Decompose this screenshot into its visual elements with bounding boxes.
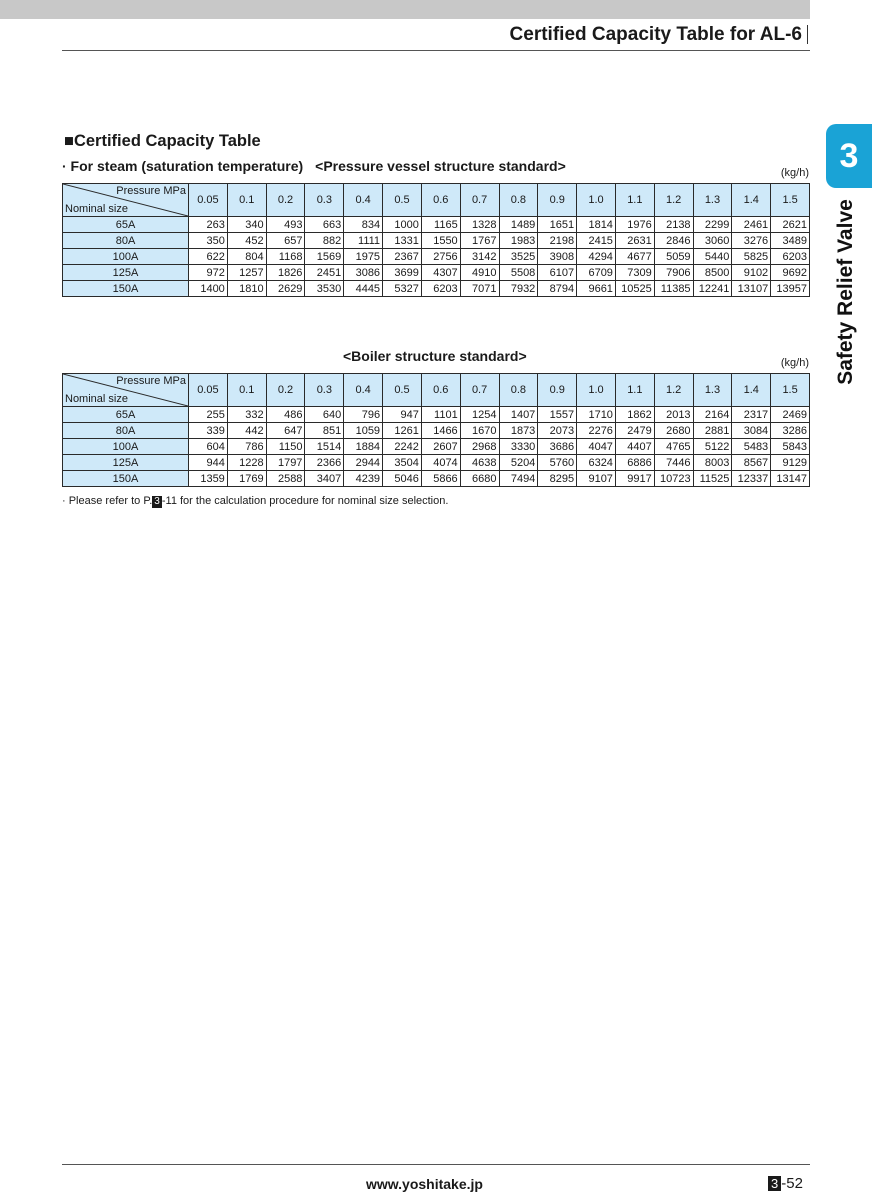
capacity-value-cell: 2680 (654, 423, 693, 439)
capacity-value-cell: 1150 (266, 439, 305, 455)
nominal-size-cell: 100A (63, 439, 189, 455)
note-after: -11 for the calculation procedure for nominal size selection. (161, 495, 449, 507)
capacity-value-cell: 452 (227, 233, 266, 249)
table-header-row (63, 374, 810, 407)
header-divider (807, 25, 808, 44)
capacity-value-cell: 2299 (693, 217, 732, 233)
capacity-value-cell: 1400 (189, 281, 228, 297)
capacity-value-cell: 7446 (654, 455, 693, 471)
capacity-value-cell: 1059 (344, 423, 383, 439)
capacity-value-cell: 1797 (266, 455, 305, 471)
capacity-value-cell: 5508 (499, 265, 538, 281)
capacity-value-cell: 6324 (577, 455, 616, 471)
capacity-value-cell: 6709 (577, 265, 616, 281)
capacity-value-cell: 1862 (615, 407, 654, 423)
capacity-value-cell: 647 (266, 423, 305, 439)
capacity-value-cell: 1557 (538, 407, 577, 423)
capacity-value-cell: 1873 (499, 423, 538, 439)
capacity-value-cell: 13107 (732, 281, 771, 297)
capacity-value-cell: 1111 (344, 233, 383, 249)
capacity-value-cell: 1975 (344, 249, 383, 265)
pressure-header-cell: 1.3 (693, 184, 732, 217)
capacity-value-cell: 442 (227, 423, 266, 439)
pressure-header-cell: 0.4 (344, 374, 383, 407)
capacity-value-cell: 8567 (732, 455, 771, 471)
capacity-value-cell: 944 (189, 455, 228, 471)
capacity-value-cell: 2198 (538, 233, 577, 249)
nominal-size-cell: 65A (63, 407, 189, 423)
capacity-value-cell: 5327 (383, 281, 422, 297)
capacity-value-cell: 486 (266, 407, 305, 423)
capacity-value-cell: 7906 (654, 265, 693, 281)
capacity-value-cell: 3530 (305, 281, 344, 297)
pressure-header-cell: 1.5 (771, 374, 810, 407)
table-row (63, 439, 810, 455)
capacity-value-cell: 4445 (344, 281, 383, 297)
capacity-value-cell: 8003 (693, 455, 732, 471)
capacity-value-cell: 9102 (732, 265, 771, 281)
table-row (63, 423, 810, 439)
capacity-value-cell: 8794 (538, 281, 577, 297)
nominal-size-axis-label: Nominal size (65, 393, 128, 405)
capacity-value-cell: 1826 (266, 265, 305, 281)
section-title: ■Certified Capacity Table (64, 132, 261, 150)
pressure-header-cell: 0.2 (266, 374, 305, 407)
capacity-value-cell: 9917 (615, 471, 654, 487)
capacity-value-cell: 10525 (615, 281, 654, 297)
capacity-value-cell: 947 (383, 407, 422, 423)
capacity-value-cell: 5760 (538, 455, 577, 471)
capacity-value-cell: 9129 (771, 455, 810, 471)
pressure-header-cell: 1.0 (577, 184, 616, 217)
page-number-suffix: -52 (781, 1175, 803, 1192)
capacity-value-cell: 1228 (227, 455, 266, 471)
capacity-value-cell: 255 (189, 407, 228, 423)
capacity-value-cell: 6203 (421, 281, 460, 297)
capacity-value-cell: 4239 (344, 471, 383, 487)
table-row (63, 281, 810, 297)
pressure-header-cell: 0.3 (305, 374, 344, 407)
capacity-value-cell: 2276 (577, 423, 616, 439)
capacity-value-cell: 2944 (344, 455, 383, 471)
capacity-value-cell: 1101 (421, 407, 460, 423)
capacity-value-cell: 1651 (538, 217, 577, 233)
capacity-value-cell: 2629 (266, 281, 305, 297)
header-rule (62, 50, 810, 51)
capacity-value-cell: 2756 (421, 249, 460, 265)
capacity-value-cell: 851 (305, 423, 344, 439)
capacity-value-cell: 4047 (577, 439, 616, 455)
capacity-value-cell: 1814 (577, 217, 616, 233)
note-before: · Please refer to P. (62, 495, 153, 507)
capacity-value-cell: 1165 (421, 217, 460, 233)
capacity-value-cell: 2588 (266, 471, 305, 487)
capacity-value-cell: 1257 (227, 265, 266, 281)
capacity-value-cell: 2317 (732, 407, 771, 423)
capacity-value-cell: 2366 (305, 455, 344, 471)
capacity-value-cell: 2415 (577, 233, 616, 249)
capacity-value-cell: 1769 (227, 471, 266, 487)
capacity-value-cell: 2968 (460, 439, 499, 455)
capacity-value-cell: 5046 (383, 471, 422, 487)
capacity-value-cell: 2451 (305, 265, 344, 281)
pressure-header-cell: 0.8 (499, 184, 538, 217)
pressure-header-cell: 0.9 (538, 184, 577, 217)
capacity-value-cell: 340 (227, 217, 266, 233)
chapter-tab: 3 (826, 124, 872, 188)
pressure-header-cell: 0.8 (499, 374, 538, 407)
reference-note (62, 495, 448, 508)
capacity-value-cell: 2013 (654, 407, 693, 423)
table-row (63, 233, 810, 249)
nominal-size-cell: 150A (63, 281, 189, 297)
pressure-header-cell: 0.05 (189, 184, 228, 217)
capacity-value-cell: 11525 (693, 471, 732, 487)
table-row (63, 407, 810, 423)
pressure-header-cell: 1.4 (732, 184, 771, 217)
capacity-value-cell: 3686 (538, 439, 577, 455)
table-row (63, 249, 810, 265)
capacity-value-cell: 1168 (266, 249, 305, 265)
capacity-value-cell: 3086 (344, 265, 383, 281)
capacity-value-cell: 2881 (693, 423, 732, 439)
capacity-value-cell: 3142 (460, 249, 499, 265)
capacity-value-cell: 2073 (538, 423, 577, 439)
capacity-value-cell: 5825 (732, 249, 771, 265)
capacity-value-cell: 7932 (499, 281, 538, 297)
capacity-value-cell: 7494 (499, 471, 538, 487)
pressure-vessel-capacity-table (62, 183, 810, 297)
capacity-value-cell: 1569 (305, 249, 344, 265)
pressure-header-cell: 1.1 (615, 374, 654, 407)
capacity-value-cell: 6680 (460, 471, 499, 487)
pressure-header-cell: 0.1 (227, 374, 266, 407)
table-row (63, 217, 810, 233)
capacity-value-cell: 796 (344, 407, 383, 423)
pressure-header-cell: 0.5 (383, 374, 422, 407)
capacity-value-cell: 2138 (654, 217, 693, 233)
capacity-value-cell: 3699 (383, 265, 422, 281)
table1-title: <Pressure vessel structure standard> (315, 158, 566, 174)
table-header-row (63, 184, 810, 217)
capacity-value-cell: 13957 (771, 281, 810, 297)
pressure-header-cell: 1.5 (771, 184, 810, 217)
capacity-value-cell: 350 (189, 233, 228, 249)
capacity-value-cell: 2367 (383, 249, 422, 265)
capacity-value-cell: 4307 (421, 265, 460, 281)
capacity-value-cell: 2621 (771, 217, 810, 233)
capacity-value-cell: 1884 (344, 439, 383, 455)
capacity-value-cell: 786 (227, 439, 266, 455)
nominal-size-cell: 150A (63, 471, 189, 487)
capacity-value-cell: 663 (305, 217, 344, 233)
nominal-size-cell: 80A (63, 423, 189, 439)
capacity-value-cell: 8500 (693, 265, 732, 281)
capacity-value-cell: 1976 (615, 217, 654, 233)
table2-title: <Boiler structure standard> (343, 348, 527, 364)
capacity-value-cell: 2164 (693, 407, 732, 423)
capacity-value-cell: 604 (189, 439, 228, 455)
page-number-badge: 3 (768, 1176, 781, 1191)
capacity-value-cell: 1359 (189, 471, 228, 487)
capacity-value-cell: 972 (189, 265, 228, 281)
table-row (63, 265, 810, 281)
capacity-value-cell: 640 (305, 407, 344, 423)
table1-unit: (kg/h) (780, 167, 809, 179)
capacity-value-cell: 2469 (771, 407, 810, 423)
capacity-value-cell: 1514 (305, 439, 344, 455)
capacity-value-cell: 493 (266, 217, 305, 233)
table-corner-header (63, 374, 189, 407)
capacity-value-cell: 9661 (577, 281, 616, 297)
capacity-value-cell: 3084 (732, 423, 771, 439)
capacity-value-cell: 3060 (693, 233, 732, 249)
capacity-value-cell: 8295 (538, 471, 577, 487)
table2-unit: (kg/h) (780, 357, 809, 369)
pressure-header-cell: 0.9 (538, 374, 577, 407)
capacity-value-cell: 1767 (460, 233, 499, 249)
capacity-value-cell: 3489 (771, 233, 810, 249)
capacity-value-cell: 9107 (577, 471, 616, 487)
page-header-title: Certified Capacity Table for AL-6 (509, 24, 802, 45)
capacity-value-cell: 4765 (654, 439, 693, 455)
capacity-value-cell: 10723 (654, 471, 693, 487)
capacity-value-cell: 4677 (615, 249, 654, 265)
pressure-axis-label: Pressure MPa (116, 185, 186, 197)
pressure-header-cell: 1.2 (654, 184, 693, 217)
capacity-value-cell: 5059 (654, 249, 693, 265)
pressure-header-cell: 0.7 (460, 184, 499, 217)
capacity-value-cell: 332 (227, 407, 266, 423)
capacity-value-cell: 4407 (615, 439, 654, 455)
capacity-value-cell: 1000 (383, 217, 422, 233)
pressure-header-cell: 1.2 (654, 374, 693, 407)
capacity-value-cell: 834 (344, 217, 383, 233)
pressure-header-cell: 0.2 (266, 184, 305, 217)
capacity-value-cell: 622 (189, 249, 228, 265)
capacity-value-cell: 1983 (499, 233, 538, 249)
capacity-value-cell: 3407 (305, 471, 344, 487)
steam-subtitle-prefix: · For steam (saturation temperature) (62, 158, 304, 174)
capacity-value-cell: 3276 (732, 233, 771, 249)
capacity-value-cell: 4294 (577, 249, 616, 265)
capacity-value-cell: 5440 (693, 249, 732, 265)
top-bar (0, 0, 810, 19)
capacity-value-cell: 4638 (460, 455, 499, 471)
nominal-size-cell: 80A (63, 233, 189, 249)
capacity-value-cell: 7071 (460, 281, 499, 297)
capacity-value-cell: 1261 (383, 423, 422, 439)
nominal-size-cell: 125A (63, 455, 189, 471)
capacity-value-cell: 804 (227, 249, 266, 265)
pressure-header-cell: 1.1 (615, 184, 654, 217)
capacity-value-cell: 2242 (383, 439, 422, 455)
nominal-size-cell: 125A (63, 265, 189, 281)
capacity-value-cell: 6107 (538, 265, 577, 281)
capacity-value-cell: 1466 (421, 423, 460, 439)
capacity-value-cell: 2479 (615, 423, 654, 439)
pressure-header-cell: 1.3 (693, 374, 732, 407)
table-row (63, 471, 810, 487)
capacity-value-cell: 13147 (771, 471, 810, 487)
capacity-value-cell: 1670 (460, 423, 499, 439)
capacity-value-cell: 3504 (383, 455, 422, 471)
pressure-header-cell: 0.6 (421, 184, 460, 217)
capacity-value-cell: 7309 (615, 265, 654, 281)
capacity-value-cell: 1407 (499, 407, 538, 423)
pressure-header-cell: 0.6 (421, 374, 460, 407)
capacity-value-cell: 2607 (421, 439, 460, 455)
capacity-value-cell: 4074 (421, 455, 460, 471)
pressure-header-cell: 0.4 (344, 184, 383, 217)
capacity-value-cell: 2846 (654, 233, 693, 249)
nominal-size-cell: 100A (63, 249, 189, 265)
capacity-value-cell: 4910 (460, 265, 499, 281)
capacity-value-cell: 2461 (732, 217, 771, 233)
capacity-value-cell: 2631 (615, 233, 654, 249)
note-page-badge: 3 (154, 496, 160, 507)
capacity-value-cell: 1710 (577, 407, 616, 423)
nominal-size-cell: 65A (63, 217, 189, 233)
capacity-value-cell: 6203 (771, 249, 810, 265)
capacity-value-cell: 5843 (771, 439, 810, 455)
boiler-capacity-table (62, 373, 810, 487)
capacity-value-cell: 263 (189, 217, 228, 233)
chapter-side-label-text: Safety Relief Valve (834, 199, 857, 385)
pressure-axis-label: Pressure MPa (116, 375, 186, 387)
nominal-size-axis-label: Nominal size (65, 203, 128, 215)
capacity-value-cell: 6886 (615, 455, 654, 471)
steam-subtitle (62, 158, 566, 174)
pressure-header-cell: 0.5 (383, 184, 422, 217)
capacity-value-cell: 12241 (693, 281, 732, 297)
footer-website-link[interactable]: www.yoshitake.jp (366, 1176, 483, 1192)
page-number (768, 1175, 803, 1192)
capacity-value-cell: 9692 (771, 265, 810, 281)
capacity-value-cell: 12337 (732, 471, 771, 487)
capacity-value-cell: 3908 (538, 249, 577, 265)
capacity-value-cell: 3330 (499, 439, 538, 455)
capacity-value-cell: 339 (189, 423, 228, 439)
capacity-value-cell: 3286 (771, 423, 810, 439)
capacity-value-cell: 5866 (421, 471, 460, 487)
capacity-value-cell: 11385 (654, 281, 693, 297)
pressure-header-cell: 0.1 (227, 184, 266, 217)
pressure-header-cell: 0.05 (189, 374, 228, 407)
capacity-value-cell: 1550 (421, 233, 460, 249)
footer-rule (62, 1164, 810, 1165)
capacity-value-cell: 657 (266, 233, 305, 249)
capacity-value-cell: 5122 (693, 439, 732, 455)
pressure-header-cell: 1.4 (732, 374, 771, 407)
capacity-value-cell: 1331 (383, 233, 422, 249)
pressure-header-cell: 0.7 (460, 374, 499, 407)
capacity-value-cell: 5204 (499, 455, 538, 471)
table-row (63, 455, 810, 471)
capacity-value-cell: 1328 (460, 217, 499, 233)
capacity-value-cell: 1489 (499, 217, 538, 233)
pressure-header-cell: 0.3 (305, 184, 344, 217)
capacity-value-cell: 1810 (227, 281, 266, 297)
capacity-value-cell: 5483 (732, 439, 771, 455)
pressure-header-cell: 1.0 (577, 374, 616, 407)
capacity-value-cell: 882 (305, 233, 344, 249)
capacity-value-cell: 3525 (499, 249, 538, 265)
capacity-value-cell: 1254 (460, 407, 499, 423)
table-corner-header (63, 184, 189, 217)
